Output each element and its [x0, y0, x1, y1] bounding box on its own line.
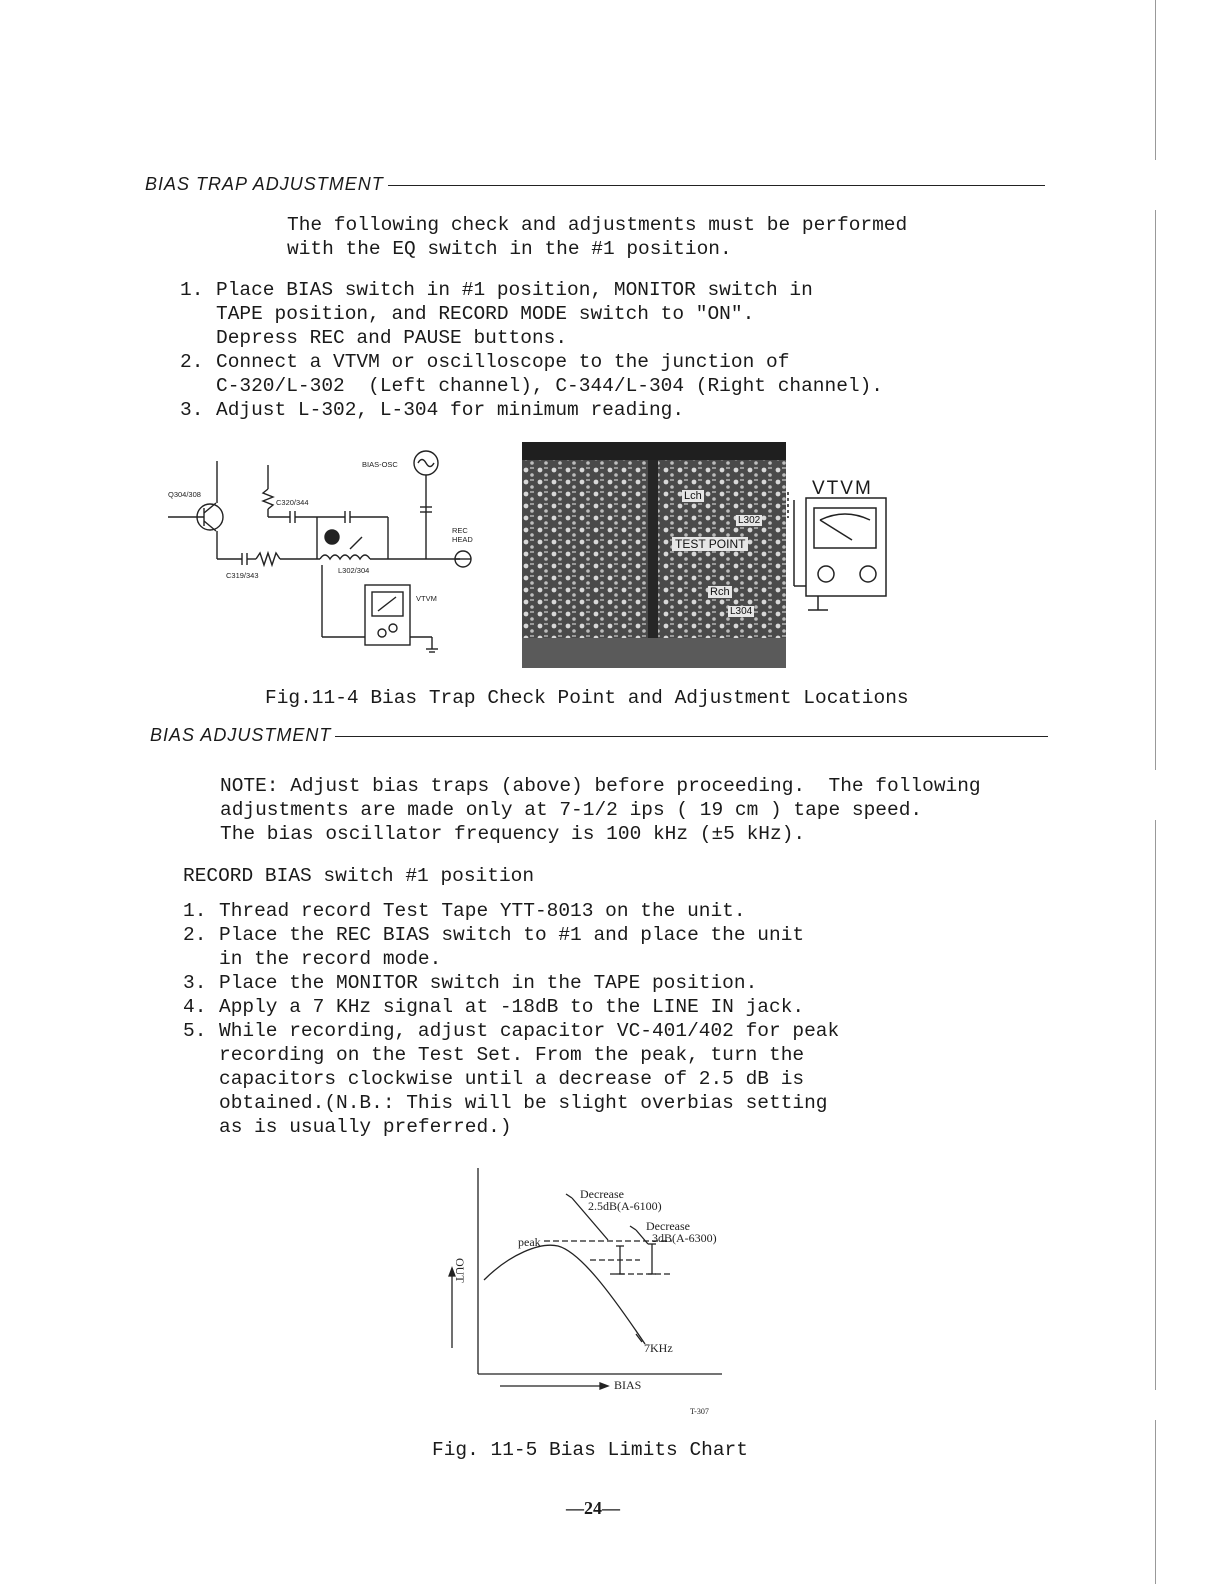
- step-number: 3.: [180, 399, 204, 421]
- note-line: The bias oscillator frequency is 100 kHz (±5 kHz).: [220, 823, 806, 845]
- cap-top-label: C320/344: [276, 498, 309, 507]
- intro-line: The following check and adjustments must be performed: [287, 214, 908, 236]
- margin-rule: [1155, 0, 1156, 160]
- chart-x-label: BIAS: [614, 1378, 642, 1392]
- step-line: recording on the Test Set. From the peak, turn the: [219, 1044, 805, 1066]
- bias-adjustment-heading: BIAS ADJUSTMENT: [150, 725, 332, 745]
- osc-label: BIAS-OSC: [362, 460, 398, 469]
- intro-line: with the EQ switch in the #1 position.: [287, 238, 732, 260]
- margin-rule: [1155, 820, 1156, 1390]
- list-item: [180, 278, 883, 350]
- cap-bottom-label: C319/343: [226, 571, 259, 580]
- bias-limits-chart: [440, 1162, 740, 1422]
- head-label: REC: [452, 526, 468, 535]
- note-line: adjustments are made only at 7-1/2 ips ( 19 cm ) tape speed.: [220, 799, 923, 821]
- bias-arrow-head: [600, 1383, 608, 1389]
- step-line: as is usually preferred.): [219, 1116, 512, 1138]
- step-line: Apply a 7 KHz signal at -18dB to the LINE IN jack.: [219, 996, 805, 1018]
- list-item: [183, 1019, 839, 1139]
- chart-annotation-peak: peak: [518, 1235, 541, 1249]
- bias-trap-steps: [180, 278, 883, 422]
- list-item: [183, 899, 839, 923]
- photo-vtvm-label: VTVM: [812, 478, 873, 499]
- chart-annotation-a6300: 3dB(A-6300): [652, 1231, 717, 1245]
- step-line: in the record mode.: [219, 948, 442, 970]
- step-number: 1.: [180, 279, 204, 301]
- list-item: [183, 923, 839, 971]
- list-item: [183, 971, 839, 995]
- list-item: [183, 995, 839, 1019]
- step-number: 5.: [183, 1020, 207, 1042]
- bias-adjustment-steps: [183, 899, 839, 1139]
- step-line: Place the REC BIAS switch to #1 and place the unit: [219, 924, 805, 946]
- chart-annotation-decrease: Decrease: [580, 1187, 624, 1201]
- transistor-label: Q304/308: [168, 490, 201, 499]
- photo-label-test-point: TEST POINT: [672, 537, 748, 551]
- step-number: 2.: [183, 924, 207, 946]
- heading-rule: [335, 736, 1048, 737]
- page-number: —24—: [566, 1498, 620, 1518]
- bias-trap-intro: [287, 213, 907, 261]
- chart-annotation-decrease: Decrease: [646, 1219, 690, 1233]
- leader-decrease-a6100-top: [566, 1194, 572, 1198]
- section-heading-bias-trap: [145, 174, 1045, 195]
- step-line: C-320/L-302 (Left channel), C-344/L-304 (Right channel).: [216, 375, 884, 397]
- coil-label: L302/304: [338, 566, 370, 575]
- step-line: TAPE position, and RECORD MODE switch to "ON".: [216, 303, 755, 325]
- step-line: Thread record Test Tape YTT-8013 on the unit.: [219, 900, 746, 922]
- meter-label: VTVM: [416, 594, 437, 603]
- step-line: obtained.(N.B.: This will be slight overbias setting: [219, 1092, 828, 1114]
- fig-11-5-caption: Fig. 11-5 Bias Limits Chart: [432, 1439, 748, 1461]
- margin-rule: [1155, 1420, 1156, 1584]
- chart-annotation-a6100: 2.5dB(A-6100): [588, 1199, 662, 1213]
- step-line: Depress REC and PAUSE buttons.: [216, 327, 568, 349]
- bias-note: [220, 774, 981, 846]
- bias-trap-heading: BIAS TRAP ADJUSTMENT: [145, 174, 384, 194]
- step-number: 1.: [183, 900, 207, 922]
- step-line: Place the MONITOR switch in the TAPE position.: [219, 972, 758, 994]
- step-number: 3.: [183, 972, 207, 994]
- note-line: NOTE: Adjust bias traps (above) before proceeding. The following: [220, 775, 981, 797]
- step-line: Adjust L-302, L-304 for minimum reading.: [216, 399, 685, 421]
- photo-label-l302: L302: [738, 515, 761, 526]
- bias-trap-schematic: [160, 445, 505, 660]
- section-heading-bias-adjustment: [150, 725, 1048, 746]
- chart-y-label: OUT: [453, 1258, 467, 1283]
- pcb-photo: [522, 442, 786, 668]
- photo-label-lch: Lch: [684, 490, 702, 502]
- step-line: While recording, adjust capacitor VC-401/402 for peak: [219, 1020, 840, 1042]
- chart-annotation-7khz: 7KHz: [644, 1341, 673, 1355]
- step-line: capacitors clockwise until a decrease of 2.5 dB is: [219, 1068, 805, 1090]
- vtvm-meter: [780, 490, 890, 620]
- list-item: [180, 398, 883, 422]
- step-line: Connect a VTVM or oscilloscope to the junction of: [216, 351, 790, 373]
- chart-code: T-307: [690, 1407, 709, 1416]
- leader-decrease-a6300-top: [630, 1226, 636, 1230]
- fig-11-4-caption: Fig.11-4 Bias Trap Check Point and Adjustment Locations: [265, 687, 909, 709]
- step-line: Place BIAS switch in #1 position, MONITOR switch in: [216, 279, 813, 301]
- record-bias-subhead: RECORD BIAS switch #1 position: [183, 865, 535, 887]
- heading-rule: [388, 185, 1045, 186]
- list-item: [180, 350, 883, 398]
- step-number: 2.: [180, 351, 204, 373]
- photo-label-rch: Rch: [710, 586, 730, 598]
- photo-label-l304: L304: [730, 606, 753, 617]
- margin-rule: [1155, 210, 1156, 770]
- head-label: HEAD: [452, 535, 473, 544]
- step-number: 4.: [183, 996, 207, 1018]
